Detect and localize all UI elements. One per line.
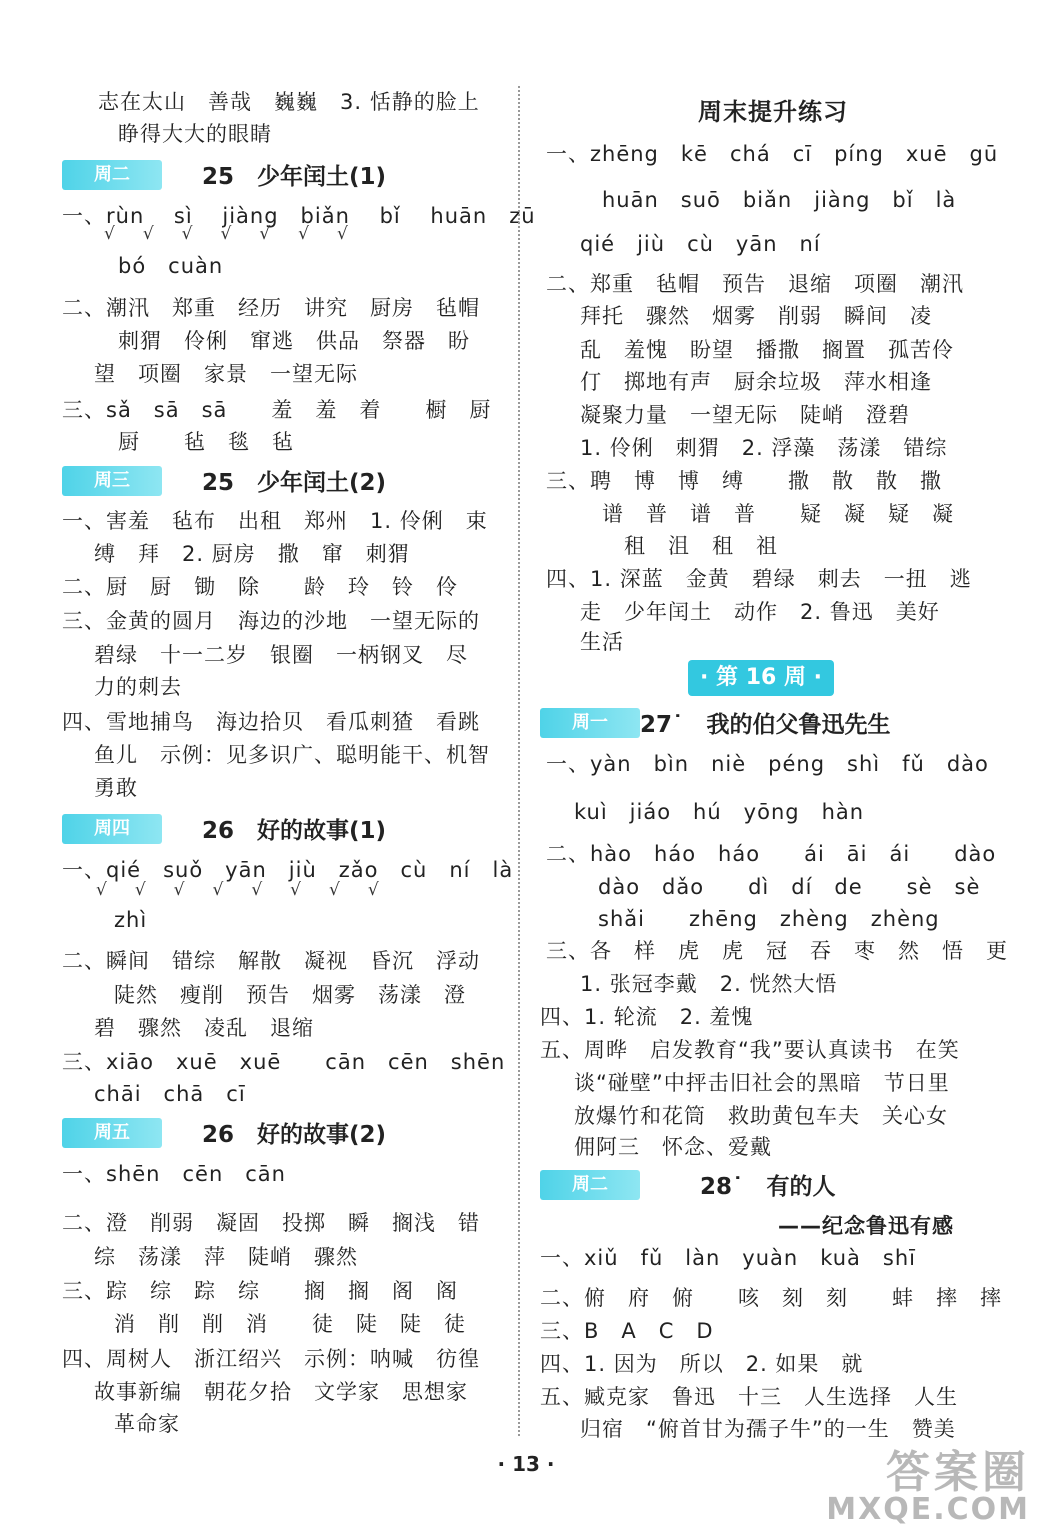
answer-line: 厨 毡 毯 毡 [118,430,294,454]
answer-line: 二、俯 府 俯 咳 刻 刻 蚌 摔 摔 [540,1286,1002,1310]
section-title: 26 好的故事(1) [202,818,387,844]
answer-line: 五、臧克家 鲁迅 十三 人生选择 人生 [540,1385,958,1409]
section-header [62,156,512,196]
answer-line: 二、郑重 毡帽 预告 退缩 项圈 潮汛 [546,272,964,296]
answer-line: 一、害羞 毡布 出租 郑州 1. 伶俐 束 [62,509,488,533]
answer-line: 二、澄 削弱 凝固 投掷 瞬 搁浅 错 [62,1211,480,1235]
answer-line: 凝聚力量 一望无际 陡峭 澄碧 [580,403,910,427]
section-title: 27˙ 我的伯父鲁迅先生 [640,712,891,738]
answer-line: 一、xiǔ fǔ làn yuàn kuà shī [540,1246,916,1270]
answer-line: 三、xiāo xuē xuē cān cēn shēn [62,1050,506,1074]
answer-line: 三、各 样 虎 虎 冠 吞 枣 然 悟 更 [546,939,1008,963]
answer-line: 三、B A C D [540,1319,714,1343]
answer-line: 一、yàn bìn niè péng shì fǔ dào [546,752,989,776]
answer-line: 归宿 “俯首甘为孺子牛”的一生 赞美 [580,1417,956,1441]
section-title: 25 少年闰土(2) [202,470,387,496]
answer-line: 1. 张冠李戴 2. 恍然大悟 [580,972,838,996]
weekend-title: 周末提升练习 [698,98,848,126]
answer-line: 二、hào háo háo ái āi ái dào [546,842,997,866]
answer-line: 谈“碰壁”中抨击旧社会的黑暗 节日里 [574,1071,950,1095]
answer-line: 一、rùn sì jiàng biǎn bǐ huān zū [62,204,536,228]
answer-line: 谱 普 谱 普 疑 凝 疑 凝 [602,502,954,526]
answer-line: 故事新编 朝花夕拾 文学家 思想家 [94,1380,468,1404]
answer-line: shǎi zhēng zhèng zhèng [598,907,940,931]
answer-line: 仃 掷地有声 厨余垃圾 萍水相逢 [580,370,932,394]
section-title: 28˙ 有的人 [700,1174,836,1200]
answer-line: 走 少年闰土 动作 2. 鲁迅 美好 [580,600,940,624]
answer-line: 四、1. 轮流 2. 羞愧 [540,1005,754,1029]
section-header [62,810,512,850]
watermark-url: MXQE.COM [826,1492,1030,1527]
column-divider [518,86,520,1436]
day-badge: 周三 [62,466,162,496]
answer-line: 综 荡漾 萍 陡峭 骤然 [94,1245,358,1269]
answer-line: 三、sǎ sā sā 羞 羞 着 橱 厨 [62,398,492,422]
answer-line: 三、聘 博 博 缚 撒 散 散 撒 [546,469,942,493]
answer-line: 乱 羞愧 盼望 播撒 搁置 孤苦伶 [580,338,954,362]
answer-line: 消 削 削 消 徒 陡 陡 徒 [114,1312,466,1336]
answer-line: kuì jiáo hú yōng hàn [574,800,865,824]
answer-line: 二、厨 厨 锄 除 龄 玲 铃 伶 [62,575,458,599]
answer-line: 二、潮汛 郑重 经历 讲究 厨房 毡帽 [62,296,480,320]
intro-line: 睁得大大的眼睛 [118,122,272,146]
watermark-logo [826,1436,1040,1532]
answer-line: 刺猬 伶俐 窜逃 供品 祭器 盼 [118,329,470,353]
answer-line: qié jiù cù yān ní [580,232,821,256]
answer-line: 租 沮 租 祖 [624,534,778,558]
answer-line: 三、金黄的圆月 海边的沙地 一望无际的 [62,609,480,633]
answer-line: 一、zhēng kē chá cī píng xuē gū [546,142,999,166]
section-title: 26 好的故事(2) [202,1122,387,1148]
answer-line: 革命家 [114,1412,180,1436]
answer-line: 1. 伶俐 刺猬 2. 浮藻 荡漾 错综 [580,436,948,460]
answer-line: 力的刺去 [94,675,182,699]
answer-line: 望 项圈 家景 一望无际 [94,362,358,386]
day-badge: 周二 [62,160,162,190]
answer-line: zhì [114,908,148,932]
page-number: · 13 · [497,1452,555,1476]
answer-line: 二、瞬间 错综 解散 凝视 昏沉 浮动 [62,949,480,973]
day-badge: 周五 [62,1118,162,1148]
answer-line: 佣阿三 怀念、爱戴 [574,1135,772,1159]
answer-line: 四、1. 深蓝 金黄 碧绿 刺去 一扭 逃 [546,567,972,591]
day-badge: 周四 [62,814,162,844]
answer-line: 四、1. 因为 所以 2. 如果 就 [540,1352,864,1376]
answer-line: 生活 [580,630,624,654]
intro-line: 志在太山 善哉 巍巍 3. 恬静的脸上 [98,90,480,114]
day-badge: 周二 [540,1170,640,1200]
section-header [62,1114,512,1154]
section-header [62,462,512,502]
answer-line: chāi chā cī [94,1082,246,1106]
week-banner: · 第 16 周 · [688,660,834,696]
section-header [540,1166,1040,1206]
watermark-text: 答案圈 [886,1447,1030,1498]
day-badge: 周一 [540,708,640,738]
answer-line: 勇敢 [94,776,138,800]
checkmarks: √√√√√√√√ [96,880,407,900]
answer-line: 鱼儿 示例：见多识广、聪明能干、机智 [94,743,490,767]
answer-line: 放爆竹和花筒 救助黄包车夫 关心女 [574,1104,948,1128]
answer-line: 碧绿 十一二岁 银圈 一柄钢叉 尽 [94,643,468,667]
answer-line: dào dǎo dì dí de sè sè [598,875,981,899]
answer-line: 五、周晔 启发教育“我”要认真读书 在笑 [540,1038,960,1062]
answer-line: 缚 拜 2. 厨房 撒 窜 刺猬 [94,542,410,566]
answer-line: 一、qié suǒ yān jiù zǎo cù ní là [62,858,514,882]
answer-line: 碧 骤然 凌乱 退缩 [94,1016,314,1040]
section-title: 25 少年闰土(1) [202,164,387,190]
answer-line: 一、shēn cēn cān [62,1162,286,1186]
section-subtitle: ——纪念鲁迅有感 [778,1214,954,1238]
answer-line: 陡然 瘦削 预告 烟雾 荡漾 澄 [114,983,466,1007]
answer-line: bó cuàn [118,254,224,278]
answer-line: huān suō biǎn jiàng bǐ là [602,188,957,212]
answer-line: 三、踪 综 踪 综 搁 搁 阁 阁 [62,1279,458,1303]
answer-line: 四、周树人 浙江绍兴 示例：呐喊 彷徨 [62,1347,480,1371]
answer-line: 拜托 骤然 烟雾 削弱 瞬间 凌 [580,304,932,328]
checkmarks: √√√√√√√ [104,224,376,244]
answer-line: 四、雪地捕鸟 海边拾贝 看瓜刺猹 看跳 [62,710,480,734]
section-header [540,704,1040,744]
